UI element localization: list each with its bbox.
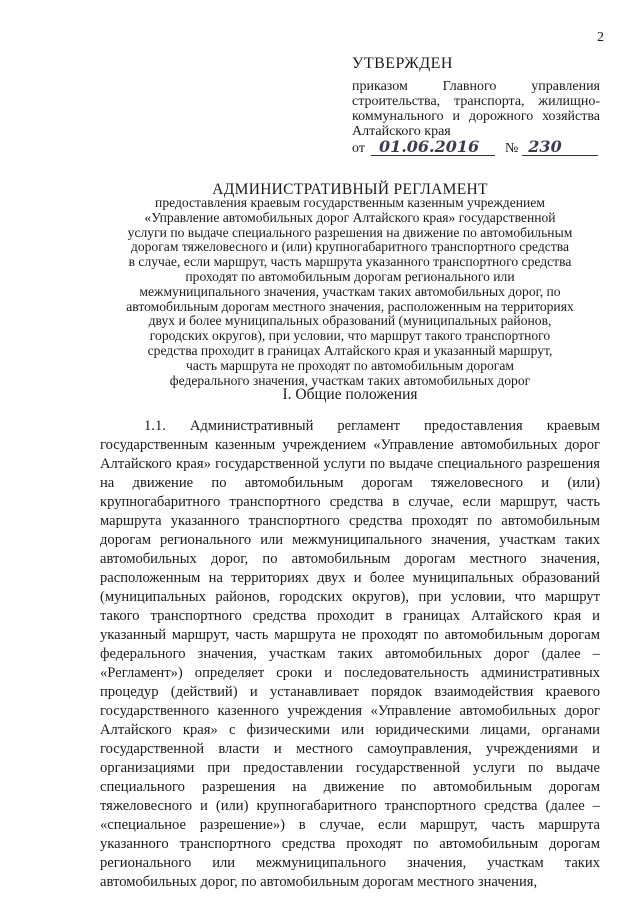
- subtitle-line: дорогам тяжеловесного и (или) крупногабаритного транспортного средства: [130, 239, 570, 255]
- approval-date-line: [352, 139, 600, 156]
- subtitle-line: межмуниципального значения, участкам таких автомобильных дорог, по: [139, 283, 561, 299]
- subtitle-line: городских округов), при условии, что маршрут такого транспортного: [149, 328, 551, 344]
- approval-title: УТВЕРЖДЕН: [352, 55, 453, 72]
- number-label: №: [504, 141, 519, 156]
- handwritten-number: 230: [522, 139, 598, 156]
- page-number: 2: [597, 30, 604, 45]
- subtitle-line: федерального значения, участкам таких автомобильных дорог: [169, 372, 531, 388]
- date-prefix: от: [352, 141, 365, 156]
- subtitle-line: «Управление автомобильных дорог Алтайского края» государственной: [144, 209, 556, 225]
- approval-body: приказом Главного управления строительства, транспорта, жилищно-коммунального и дорожного хозяйства Алтайского края: [352, 79, 600, 139]
- approval-block: [352, 56, 600, 156]
- section-heading: I. Общие положения: [282, 386, 418, 403]
- subtitle-line: часть маршрута не проходят по автомобильным дорогам: [185, 357, 514, 373]
- document-subtitle: [100, 196, 600, 388]
- subtitle-line: средства проходит в границах Алтайского края и указанный маршрут,: [147, 342, 553, 358]
- subtitle-line: двух и более муниципальных образований (муниципальных районов,: [148, 313, 552, 329]
- handwritten-date: 01.06.2016: [371, 139, 495, 156]
- subtitle-line: проходят по автомобильным дорогам регионального или: [185, 268, 515, 284]
- subtitle-line: в случае, если маршрут, часть маршрута указанного транспортного средства: [128, 254, 572, 270]
- subtitle-line: услуги по выдаче специального разрешения на движение по автомобильным: [127, 224, 573, 240]
- subtitle-line: автомобильным дорогам местного значения, расположенным на территориях: [126, 298, 574, 314]
- body-paragraph: [100, 417, 600, 892]
- paragraph-text: 1.1. Административный регламент предоставления краевым государственным казенным учреждением «Управление автомобильных дорог Алтайского края» государственной услуги по выдаче специального разрешения на движение по автомобильным дорогам тяжеловесного и (или) крупногабаритного транспортного средства в случае, если маршрут, часть маршрута указанного транспортного средства проходят по автомобильным дорогам регионального или межмуниципального значения, участкам таких автомобильных дорог, по автомобильным дорогам местного значения, расположенным на территориях двух и более муниципальных образований (муниципальных районов, городских округов), при условии, что маршрут такого транспортного средства проходит в границах Алтайского края и указанный маршрут, часть маршрута не проходят по автомобильным дорогам федерального значения, участкам таких автомобильных дорог (далее – «Регламент») определяет сроки и последовательность административных процедур (действий) и устанавливает порядок взаимодействия краевого государственного казенного учреждения «Управление автомобильных дорог Алтайского края» с физическими или юридическими лицами, органами государственной власти и местного самоуправления, учреждениями и организациями при предоставлении государственной услуги по выдаче специального разрешения на движение по автомобильным дорогам тяжеловесного и (или) крупногабаритного транспортного средства (далее – «специальное разрешение») в случае, если маршрут, часть маршрута указанного транспортного средства проходят по автомобильным дорогам регионального или межмуниципального значения, участкам таких автомобильных дорог, по автомобильным дорогам местного значения,: [100, 418, 600, 890]
- document-title: АДМИНИСТРАТИВНЫЙ РЕГЛАМЕНТ: [212, 181, 488, 198]
- subtitle-line: предоставления краевым государственным казенным учреждением: [155, 195, 545, 210]
